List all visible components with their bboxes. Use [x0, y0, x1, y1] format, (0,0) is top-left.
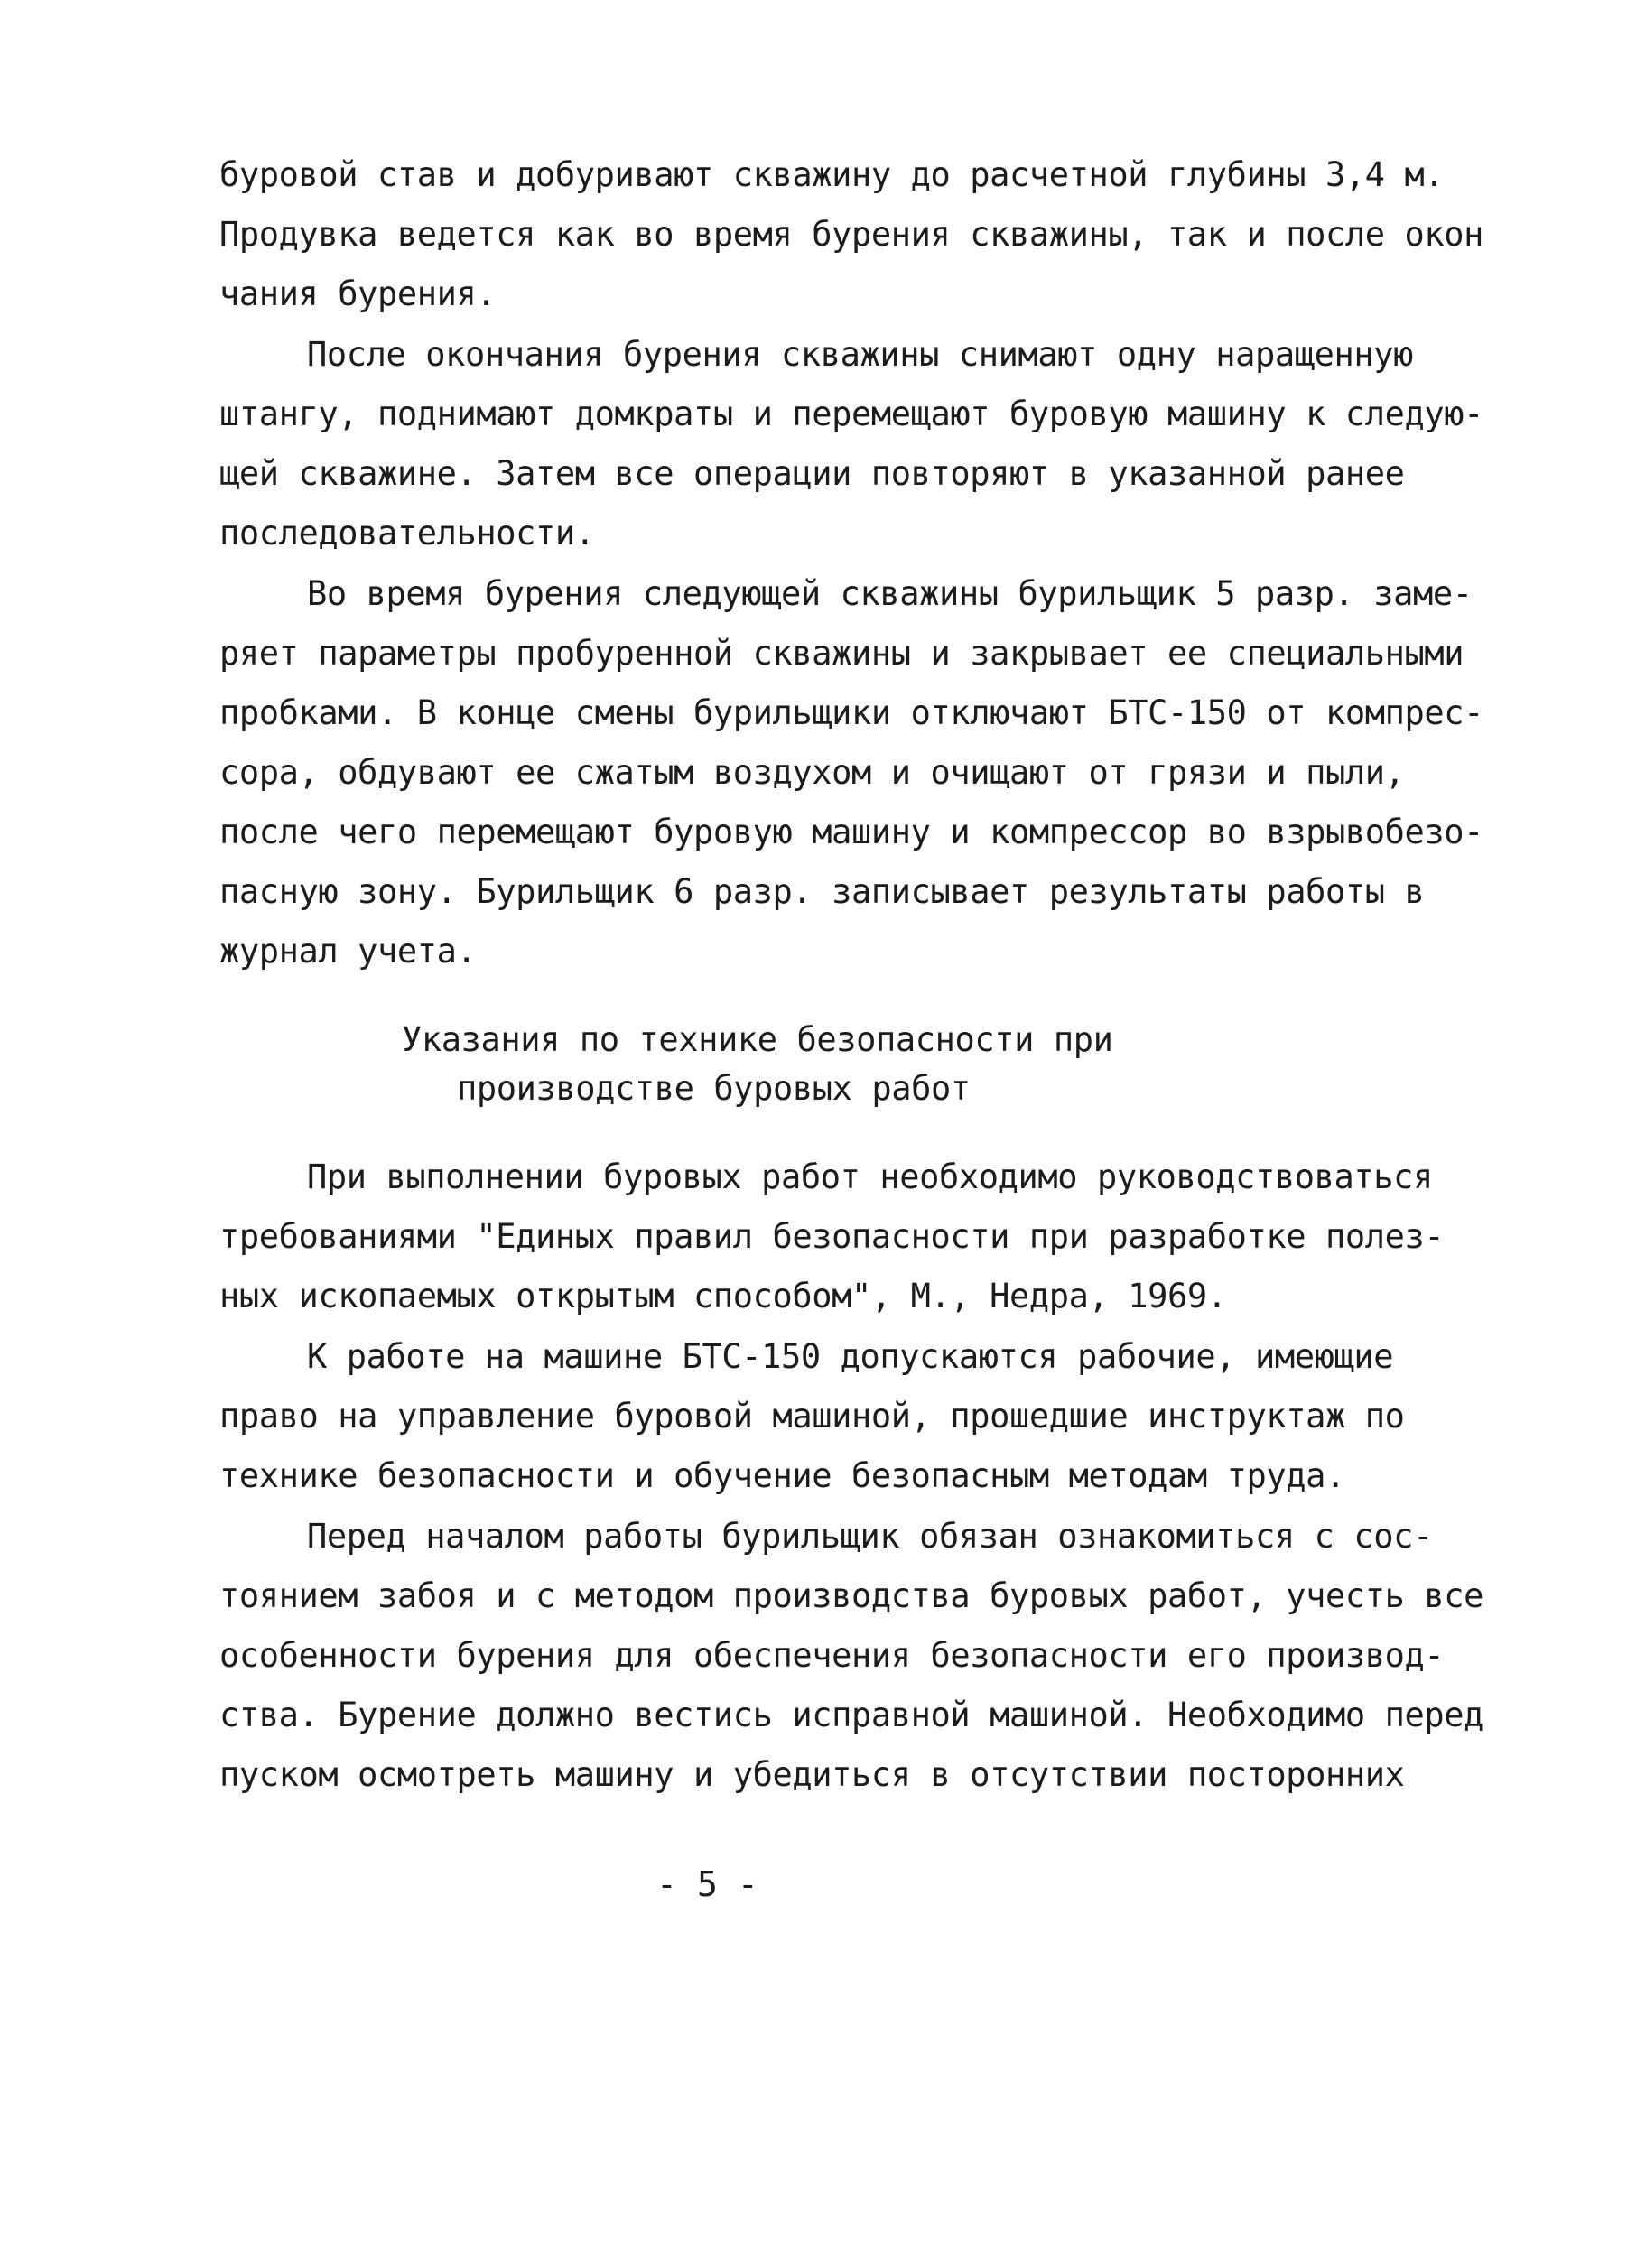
text-line: особенности бурения для обеспечения безопасности его производ-: [219, 1636, 1445, 1675]
text-line: тоянием забоя и с методом производства буровых работ, учесть все: [219, 1576, 1484, 1615]
text-line: Во время бурения следующей скважины бурильщик 5 разр. заме-: [307, 574, 1473, 613]
text-line: Продувка ведется как во время бурения скважины, так и после окон: [219, 215, 1484, 254]
text-line: буровой став и добуривают скважину до расчетной глубины 3,4 м.: [219, 155, 1445, 194]
text-line: ряет параметры пробуренной скважины и закрывает ее специальными: [219, 634, 1464, 673]
text-line: штангу, поднимают домкраты и перемещают буровую машину к следую-: [219, 395, 1484, 433]
text-line: журнал учета.: [219, 932, 477, 971]
text-line: ных ископаемых открытым способом", М., Недра, 1969.: [219, 1277, 1227, 1315]
text-line: К работе на машине БТС-150 допускаются рабочие, имеющие: [307, 1337, 1394, 1376]
text-line: щей скважине. Затем все операции повторяют в указанной ранее: [219, 454, 1405, 493]
text-line: право на управление буровой машиной, прошедшие инструктаж по: [219, 1397, 1405, 1436]
text-line: пасную зону. Бурильщик 6 разр. записывает результаты работы в: [219, 872, 1425, 911]
text-line: после чего перемещают буровую машину и компрессор во взрывобезо-: [219, 813, 1484, 851]
section-heading: производстве буровых работ: [457, 1069, 971, 1108]
text-line: технике безопасности и обучение безопасным методам труда.: [219, 1456, 1345, 1495]
text-line: сора, обдувают ее сжатым воздухом и очищают от грязи и пыли,: [219, 753, 1405, 792]
text-line: пробками. В конце смены бурильщики отключают БТС-150 от компрес-: [219, 693, 1484, 732]
text-line: Перед началом работы бурильщик обязан ознакомиться с сос-: [307, 1517, 1433, 1556]
text-line: требованиями "Единых правил безопасности при разработке полез-: [219, 1217, 1445, 1256]
section-heading: Указания по технике безопасности при: [402, 1020, 1113, 1059]
text-line: При выполнении буровых работ необходимо руководствоваться: [307, 1157, 1433, 1196]
text-line: чания бурения.: [219, 274, 497, 313]
page-number: - 5 -: [656, 1864, 758, 1904]
text-line: пуском осмотреть машину и убедиться в отсутствии посторонних: [219, 1755, 1405, 1794]
text-line: После окончания бурения скважины снимают одну наращенную: [307, 335, 1414, 374]
text-line: последовательности.: [219, 514, 595, 553]
text-line: ства. Бурение должно вестись исправной машиной. Необходимо перед: [219, 1696, 1484, 1734]
